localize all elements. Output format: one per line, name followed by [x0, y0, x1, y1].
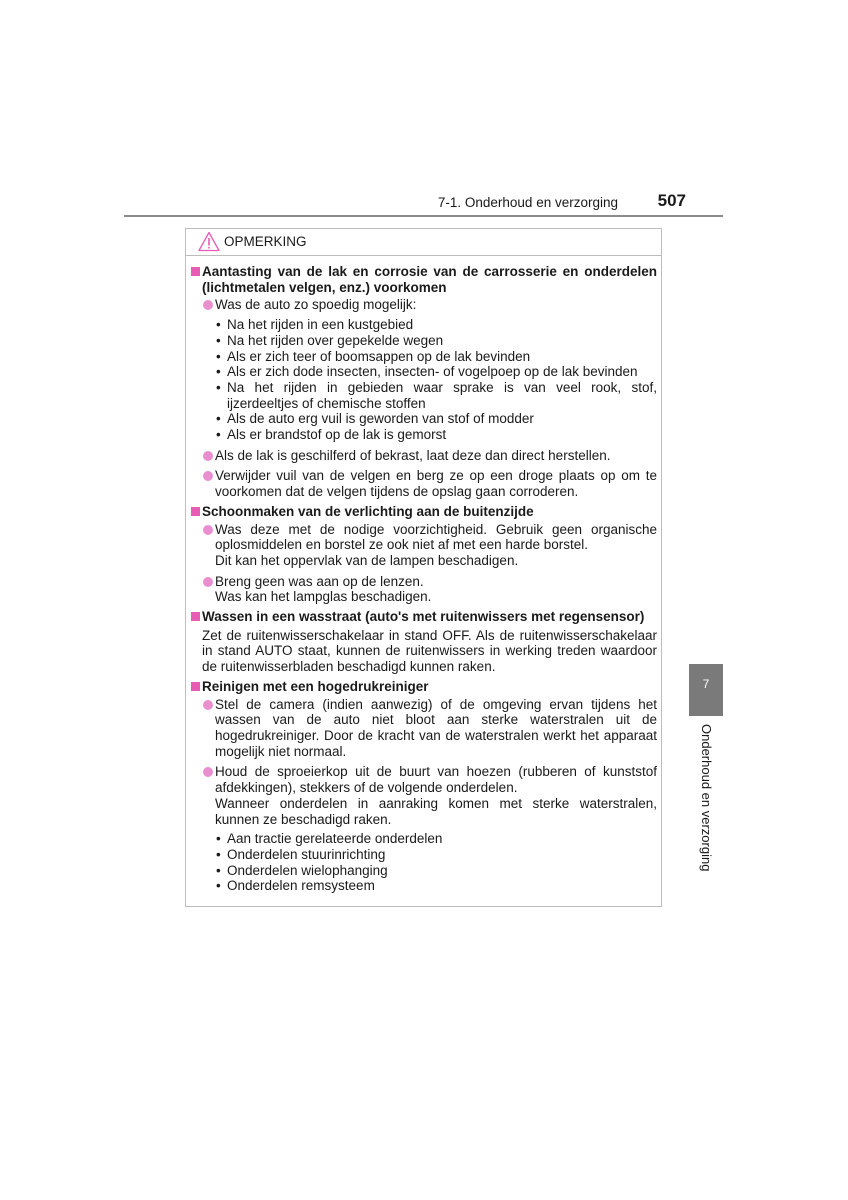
square-bullet-icon — [191, 612, 200, 621]
bullet-item: • Als er zich dode insecten, insecten- of vogelpoep op de lak bevinden — [216, 364, 638, 380]
square-bullet-icon — [191, 507, 200, 516]
square-bullet-icon — [191, 267, 200, 276]
notice-content — [189, 264, 657, 894]
circle-bullet-icon — [203, 700, 213, 710]
bullet-item: • Als er brandstof op de lak is gemorst — [216, 427, 447, 443]
chapter-tab — [689, 664, 723, 716]
header-section-title: 7-1. Onderhoud en verzorging — [437, 195, 618, 210]
list-item: Stel de camera (indien aanwezig) of de omgeving ervan tijdens het wassen van de auto niet bloot aan sterke waterstralen uit de hogedrukreiniger. Door de kracht van de waterstralen werkt het apparaat mogelijk niet normaal. — [189, 697, 657, 760]
bullet-item: • Als de auto erg vuil is geworden van stof of modder — [216, 411, 534, 427]
section-paragraph: Zet de ruitenwisserschakelaar in stand OFF. Als de ruitenwisserschakelaar in stand AUTO staat, kunnen de ruitenwissers in werking treden waardoor de ruitenwisserbladen beschadigd kunnen raken. — [202, 627, 657, 675]
list-item: Houd de sproeierkop uit de buurt van hoezen (rubberen of kunststof afdekkingen), stekkers of de volgende onderdelen. Wanneer onderdelen in aanraking komen met sterke waterstralen, kunnen ze beschadigd raken. — [189, 764, 657, 827]
section-heading: Reinigen met een hogedrukreiniger — [189, 679, 657, 695]
list-item: Breng geen was aan op de lenzen. Was kan het lampglas beschadigen. — [189, 574, 657, 605]
circle-bullet-icon — [203, 471, 213, 481]
bullet-item: • Na het rijden in gebieden waar sprake is van veel rook, stof, ijzerdeeltjes of chemische stoffen — [216, 379, 657, 411]
list-item: Als de lak is geschilferd of bekrast, laat deze dan direct herstellen. — [189, 448, 657, 464]
section-heading: Schoonmaken van de verlichting aan de buitenzijde — [189, 504, 657, 520]
warning-triangle-icon — [198, 231, 220, 252]
bullet-item: • Onderdelen remsysteem — [216, 878, 375, 894]
list-item: Was de auto zo spoedig mogelijk: — [189, 297, 657, 313]
circle-bullet-icon — [203, 300, 213, 310]
header-rule — [124, 215, 723, 217]
notice-box — [185, 228, 662, 907]
section-heading: Wassen in een wasstraat (auto's met ruitenwissers met regensensor) — [189, 609, 657, 625]
bullet-item: • Na het rijden over gepekelde wegen — [216, 332, 444, 348]
page-number: 507 — [657, 191, 686, 210]
list-item: Verwijder vuil van de velgen en berg ze op een droge plaats op om te voorkomen dat de velgen tijdens de opslag gaan corroderen. — [189, 468, 657, 499]
section-heading: Aantasting van de lak en corrosie van de carrosserie en onderdelen (lichtmetalen velgen, enz.) voorkomen — [189, 264, 657, 295]
list-item: Was deze met de nodige voorzichtigheid. Gebruik geen organische oplosmiddelen en borstel ze ook niet af met een harde borstel. Dit kan het oppervlak van de lampen beschadigen. — [189, 522, 657, 569]
circle-bullet-icon — [203, 767, 213, 777]
bullet-item: • Als er zich teer of boomsappen op de lak bevinden — [216, 348, 531, 364]
square-bullet-icon — [191, 682, 200, 691]
bullet-item: • Onderdelen stuurinrichting — [216, 846, 386, 862]
chapter-number: 7 — [702, 677, 710, 691]
bullet-item: • Aan tractie gerelateerde onderdelen — [216, 831, 443, 847]
bullet-item: • Onderdelen wielophanging — [216, 862, 388, 878]
circle-bullet-icon — [203, 451, 213, 461]
notice-label: OPMERKING — [224, 234, 307, 249]
circle-bullet-icon — [203, 525, 213, 535]
chapter-label: Onderhoud en verzorging — [699, 724, 714, 872]
bullet-item: • Na het rijden in een kustgebied — [216, 317, 414, 333]
notice-header — [186, 229, 661, 256]
circle-bullet-icon — [203, 577, 213, 587]
